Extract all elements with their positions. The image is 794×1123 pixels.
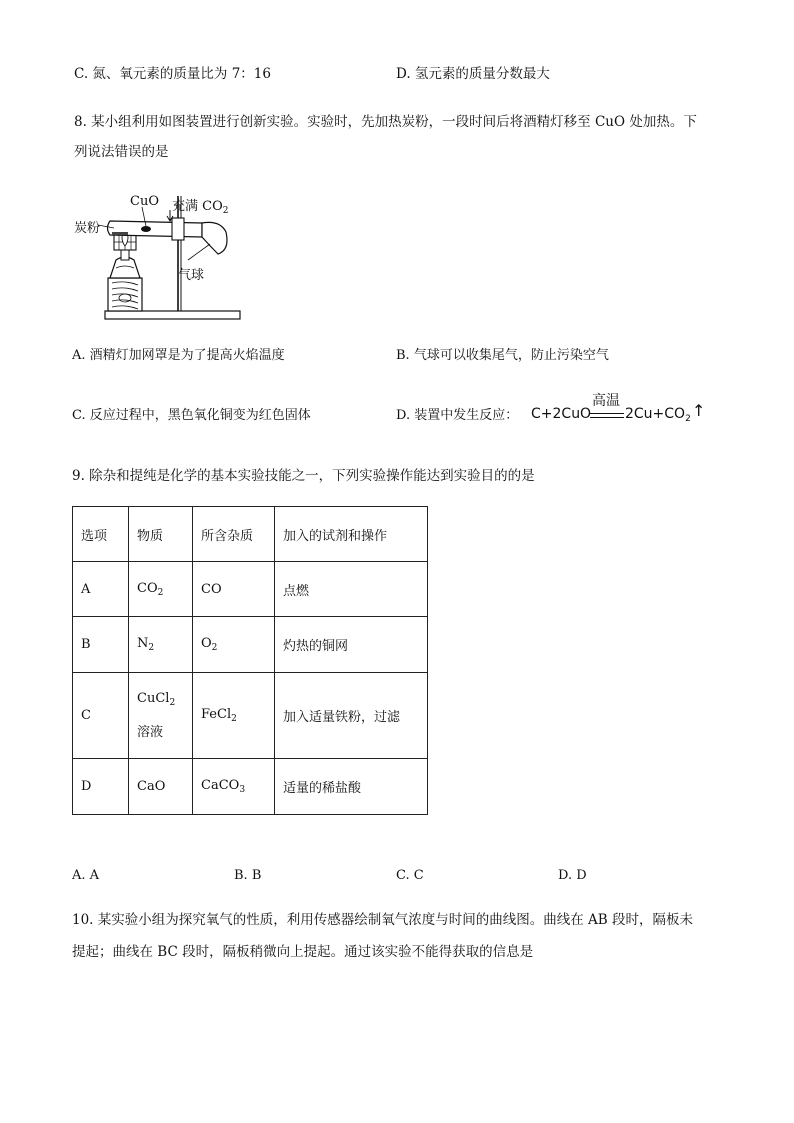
q8-stem-line1: 8. 某小组利用如图装置进行创新实验。实验时，先加热炭粉，一段时间后将酒精灯移至 CuO 处加热。下 [74,114,697,130]
table-cell-substance: CaO [129,759,193,815]
table-cell-method: 点燃 [275,562,428,617]
table-cell-method: 适量的稀盐酸 [275,759,428,815]
q10-stem-line2: 提起；曲线在 BC 段时，隔板稍微向上提起。通过该实验不能得获取的信息是 [72,944,534,960]
q8-stem-line2: 列说法错误的是 [74,144,169,160]
table-cell-impurity: CaCO$_3$ [193,759,275,815]
table-header: 选项 [73,507,129,562]
q8-option-c: C. 反应过程中，黑色氧化铜变为红色固体 [72,408,311,423]
table-header: 物质 [129,507,193,562]
table-cell-substance: CuCl$_2$ 溶液 [129,673,193,759]
q8-option-a: A. 酒精灯加网罩是为了提高火焰温度 [72,348,285,363]
table-header-row [73,507,428,562]
q9-answer-d: D. D [558,868,587,883]
q7-option-c: C. 氮、氧元素的质量比为 7：16 [74,66,271,82]
equation-right: $2Cu+CO_2$ [625,406,691,424]
equation-equals [590,413,624,418]
table-header: 所含杂质 [193,507,275,562]
figure-label-cuo: CuO [130,194,159,209]
table-cell-option: C [73,673,129,759]
table-cell-option: B [73,617,129,673]
q9-answer-b: B. B [234,868,262,883]
figure-label-co2: 充满 $CO_2$ [172,199,229,216]
table-row [73,562,428,617]
table-cell-option: A [73,562,129,617]
q7-option-d: D. 氢元素的质量分数最大 [396,66,550,82]
table-row [73,759,428,815]
table-cell-substance: $CO_2$ [129,562,193,617]
gas-arrow-icon: ↑ [692,401,706,420]
figure-label-carbon: 炭粉 [74,221,101,236]
table-header: 加入的试剂和操作 [275,507,428,562]
q9-table [72,506,428,815]
table-cell-impurity: $O_2$ [193,617,275,673]
table-row [73,617,428,673]
q9-answer-a: A. A [72,868,100,883]
q9-answer-c: C. C [396,868,424,883]
equation-condition: 高温 [592,393,620,409]
q8-option-b: B. 气球可以收集尾气，防止污染空气 [396,348,609,363]
q8-option-d: D. 装置中发生反应： [396,408,519,423]
table-cell-substance: $N_2$ [129,617,193,673]
table-row [73,673,428,759]
table-cell-method: 灼热的铜网 [275,617,428,673]
figure-label-balloon: 气球 [178,268,205,283]
q9-stem: 9. 除杂和提纯是化学的基本实验技能之一，下列实验操作能达到实验目的的是 [72,468,535,484]
table-cell-method: 加入适量铁粉，过滤 [275,673,428,759]
equation-left: C+2CuO [531,406,592,422]
table-cell-impurity: FeCl$_2$ [193,673,275,759]
table-cell-option: D [73,759,129,815]
table-cell-impurity: CO [193,562,275,617]
q10-stem-line1: 10. 某实验小组为探究氧气的性质，利用传感器绘制氧气浓度与时间的曲线图。曲线在 AB 段时，隔板未 [72,912,694,928]
